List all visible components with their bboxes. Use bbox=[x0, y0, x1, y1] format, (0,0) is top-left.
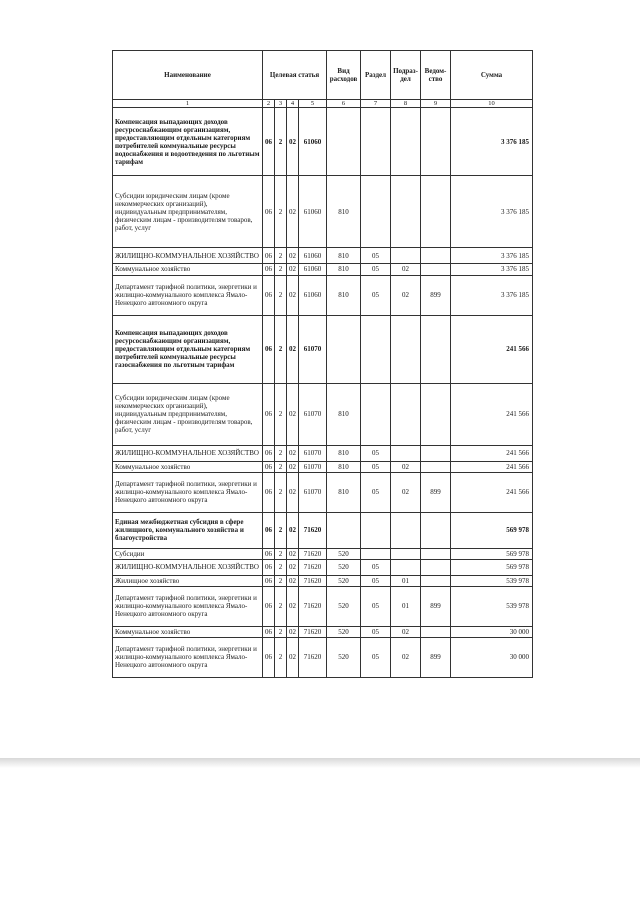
row-target-1: 06 bbox=[263, 548, 275, 559]
row-target-2: 2 bbox=[275, 176, 287, 248]
table-row bbox=[113, 626, 533, 637]
row-expense: 810 bbox=[327, 383, 361, 445]
row-target-3: 02 bbox=[287, 108, 299, 176]
row-sum: 569 978 bbox=[451, 548, 533, 559]
row-target-3: 02 bbox=[287, 275, 299, 315]
row-section: 05 bbox=[361, 559, 391, 575]
row-section: 05 bbox=[361, 637, 391, 677]
row-target-1: 06 bbox=[263, 264, 275, 275]
table-row bbox=[113, 275, 533, 315]
row-name: Департамент тарифной политики, энергетики и жилищно-коммунального комплекса Ямало-Ненецкого автономного округа bbox=[113, 472, 263, 512]
row-target-3: 02 bbox=[287, 626, 299, 637]
row-target-1: 06 bbox=[263, 626, 275, 637]
row-subsection bbox=[391, 108, 421, 176]
row-target-3: 02 bbox=[287, 176, 299, 248]
scan-edge bbox=[0, 758, 640, 768]
row-expense: 520 bbox=[327, 559, 361, 575]
row-section: 05 bbox=[361, 445, 391, 461]
row-section bbox=[361, 512, 391, 548]
row-name: Жилищное хозяйство bbox=[113, 575, 263, 586]
row-name: Компенсация выпадающих доходов ресурсоснабжающим организациям, предоставляющим отдельным категориям потребителей коммунальные ресурсы водоснабжения и водоотведения по льготным тарифам bbox=[113, 108, 263, 176]
row-sum: 241 566 bbox=[451, 445, 533, 461]
row-expense bbox=[327, 108, 361, 176]
row-expense: 810 bbox=[327, 264, 361, 275]
table-row bbox=[113, 176, 533, 248]
row-target-2: 2 bbox=[275, 445, 287, 461]
row-sum: 241 566 bbox=[451, 315, 533, 383]
row-dept: 899 bbox=[421, 275, 451, 315]
table-row bbox=[113, 315, 533, 383]
row-section: 05 bbox=[361, 264, 391, 275]
row-target-3: 02 bbox=[287, 315, 299, 383]
row-target-1: 06 bbox=[263, 275, 275, 315]
row-subsection: 02 bbox=[391, 626, 421, 637]
row-target-4: 61070 bbox=[299, 445, 327, 461]
row-subsection bbox=[391, 248, 421, 264]
row-expense: 520 bbox=[327, 637, 361, 677]
table-row bbox=[113, 512, 533, 548]
row-target-3: 02 bbox=[287, 461, 299, 472]
row-section: 05 bbox=[361, 626, 391, 637]
row-dept bbox=[421, 108, 451, 176]
row-dept: 899 bbox=[421, 586, 451, 626]
row-name: Субсидии юридическим лицам (кроме некоммерческих организаций), индивидуальным предпринимателям, физическим лицам - производителям товаров, работ, услуг bbox=[113, 176, 263, 248]
row-section bbox=[361, 383, 391, 445]
header-subsection: Подраз-дел bbox=[391, 51, 421, 100]
row-expense: 810 bbox=[327, 472, 361, 512]
header-expense: Вид расходов bbox=[327, 51, 361, 100]
row-sum: 3 376 185 bbox=[451, 275, 533, 315]
row-sum: 241 566 bbox=[451, 472, 533, 512]
row-target-3: 02 bbox=[287, 575, 299, 586]
row-target-4: 71620 bbox=[299, 548, 327, 559]
row-dept bbox=[421, 559, 451, 575]
table-body bbox=[113, 108, 533, 677]
row-subsection: 02 bbox=[391, 275, 421, 315]
row-name: Субсидии bbox=[113, 548, 263, 559]
row-target-3: 02 bbox=[287, 472, 299, 512]
table-row bbox=[113, 264, 533, 275]
row-expense bbox=[327, 512, 361, 548]
row-target-4: 71620 bbox=[299, 626, 327, 637]
index-cell: 2 bbox=[263, 100, 275, 108]
row-section bbox=[361, 108, 391, 176]
row-target-3: 02 bbox=[287, 548, 299, 559]
row-target-1: 06 bbox=[263, 575, 275, 586]
row-target-2: 2 bbox=[275, 383, 287, 445]
row-target-2: 2 bbox=[275, 548, 287, 559]
row-expense: 810 bbox=[327, 176, 361, 248]
index-cell: 10 bbox=[451, 100, 533, 108]
row-dept: 899 bbox=[421, 472, 451, 512]
row-sum: 3 376 185 bbox=[451, 176, 533, 248]
row-target-2: 2 bbox=[275, 248, 287, 264]
index-cell: 5 bbox=[299, 100, 327, 108]
index-cell: 1 bbox=[113, 100, 263, 108]
row-name: Субсидии юридическим лицам (кроме некоммерческих организаций), индивидуальным предпринимателям, физическим лицам - производителям товаров, работ, услуг bbox=[113, 383, 263, 445]
row-section: 05 bbox=[361, 575, 391, 586]
row-target-1: 06 bbox=[263, 512, 275, 548]
row-target-4: 71620 bbox=[299, 586, 327, 626]
row-target-4: 71620 bbox=[299, 637, 327, 677]
row-target-2: 2 bbox=[275, 315, 287, 383]
row-dept bbox=[421, 248, 451, 264]
row-target-1: 06 bbox=[263, 461, 275, 472]
row-name: Коммунальное хозяйство bbox=[113, 626, 263, 637]
row-target-4: 61070 bbox=[299, 472, 327, 512]
row-expense: 520 bbox=[327, 548, 361, 559]
row-subsection: 01 bbox=[391, 575, 421, 586]
table-row bbox=[113, 248, 533, 264]
row-target-2: 2 bbox=[275, 275, 287, 315]
row-sum: 3 376 185 bbox=[451, 264, 533, 275]
row-section bbox=[361, 548, 391, 559]
index-cell: 3 bbox=[275, 100, 287, 108]
index-cell: 4 bbox=[287, 100, 299, 108]
row-target-1: 06 bbox=[263, 176, 275, 248]
header-dept: Ведом-ство bbox=[421, 51, 451, 100]
table-row bbox=[113, 108, 533, 176]
budget-table bbox=[112, 50, 533, 678]
row-target-1: 06 bbox=[263, 383, 275, 445]
row-subsection: 02 bbox=[391, 637, 421, 677]
row-subsection bbox=[391, 559, 421, 575]
row-target-2: 2 bbox=[275, 575, 287, 586]
row-name: Департамент тарифной политики, энергетики и жилищно-коммунального комплекса Ямало-Ненецкого автономного округа bbox=[113, 586, 263, 626]
row-name: ЖИЛИЩНО-КОММУНАЛЬНОЕ ХОЗЯЙСТВО bbox=[113, 445, 263, 461]
row-section bbox=[361, 315, 391, 383]
row-target-4: 61060 bbox=[299, 248, 327, 264]
index-cell: 6 bbox=[327, 100, 361, 108]
table-row bbox=[113, 548, 533, 559]
row-target-4: 61060 bbox=[299, 108, 327, 176]
row-expense: 810 bbox=[327, 275, 361, 315]
row-expense: 810 bbox=[327, 248, 361, 264]
row-dept bbox=[421, 461, 451, 472]
row-section: 05 bbox=[361, 275, 391, 315]
row-section: 05 bbox=[361, 586, 391, 626]
row-target-4: 61070 bbox=[299, 315, 327, 383]
row-target-4: 71620 bbox=[299, 512, 327, 548]
row-subsection: 02 bbox=[391, 264, 421, 275]
row-target-3: 02 bbox=[287, 383, 299, 445]
table-row bbox=[113, 472, 533, 512]
row-sum: 241 566 bbox=[451, 383, 533, 445]
table-row bbox=[113, 559, 533, 575]
index-cell: 9 bbox=[421, 100, 451, 108]
row-target-3: 02 bbox=[287, 248, 299, 264]
row-target-3: 02 bbox=[287, 559, 299, 575]
row-target-3: 02 bbox=[287, 637, 299, 677]
header-row bbox=[113, 51, 533, 100]
index-cell: 8 bbox=[391, 100, 421, 108]
row-expense: 810 bbox=[327, 445, 361, 461]
row-target-2: 2 bbox=[275, 108, 287, 176]
row-dept bbox=[421, 548, 451, 559]
row-subsection bbox=[391, 548, 421, 559]
row-name: Компенсация выпадающих доходов ресурсоснабжающим организациям, предоставляющим отдельным категориям потребителей коммунальные ресурсы газоснабжения по льготным тарифам bbox=[113, 315, 263, 383]
row-target-4: 61060 bbox=[299, 176, 327, 248]
row-dept bbox=[421, 575, 451, 586]
row-dept bbox=[421, 626, 451, 637]
row-section bbox=[361, 176, 391, 248]
row-target-3: 02 bbox=[287, 264, 299, 275]
row-sum: 569 978 bbox=[451, 512, 533, 548]
header-section: Раздел bbox=[361, 51, 391, 100]
row-sum: 30 000 bbox=[451, 626, 533, 637]
row-dept bbox=[421, 315, 451, 383]
row-target-1: 06 bbox=[263, 108, 275, 176]
row-name: ЖИЛИЩНО-КОММУНАЛЬНОЕ ХОЗЯЙСТВО bbox=[113, 559, 263, 575]
row-section: 05 bbox=[361, 248, 391, 264]
row-sum: 241 566 bbox=[451, 461, 533, 472]
row-name: Департамент тарифной политики, энергетики и жилищно-коммунального комплекса Ямало-Ненецкого автономного округа bbox=[113, 637, 263, 677]
row-expense: 520 bbox=[327, 575, 361, 586]
row-target-4: 61060 bbox=[299, 275, 327, 315]
row-name: Коммунальное хозяйство bbox=[113, 264, 263, 275]
row-target-2: 2 bbox=[275, 559, 287, 575]
row-target-4: 61060 bbox=[299, 264, 327, 275]
row-target-4: 71620 bbox=[299, 575, 327, 586]
table-row bbox=[113, 461, 533, 472]
row-target-4: 61070 bbox=[299, 461, 327, 472]
row-target-3: 02 bbox=[287, 512, 299, 548]
table-row bbox=[113, 586, 533, 626]
row-target-2: 2 bbox=[275, 637, 287, 677]
row-sum: 3 376 185 bbox=[451, 108, 533, 176]
header-target: Целевая статья bbox=[263, 51, 327, 100]
table-row bbox=[113, 445, 533, 461]
row-sum: 539 978 bbox=[451, 586, 533, 626]
row-sum: 539 978 bbox=[451, 575, 533, 586]
row-expense: 520 bbox=[327, 626, 361, 637]
index-cell: 7 bbox=[361, 100, 391, 108]
row-target-3: 02 bbox=[287, 586, 299, 626]
row-name: Коммунальное хозяйство bbox=[113, 461, 263, 472]
header-name: Наименование bbox=[113, 51, 263, 100]
row-name: Департамент тарифной политики, энергетики и жилищно-коммунального комплекса Ямало-Ненецкого автономного округа bbox=[113, 275, 263, 315]
row-target-2: 2 bbox=[275, 461, 287, 472]
row-section: 05 bbox=[361, 461, 391, 472]
row-target-2: 2 bbox=[275, 512, 287, 548]
row-sum: 569 978 bbox=[451, 559, 533, 575]
row-target-4: 61070 bbox=[299, 383, 327, 445]
row-subsection bbox=[391, 176, 421, 248]
row-sum: 3 376 185 bbox=[451, 248, 533, 264]
row-target-1: 06 bbox=[263, 315, 275, 383]
row-subsection bbox=[391, 512, 421, 548]
row-subsection: 02 bbox=[391, 461, 421, 472]
row-target-4: 71620 bbox=[299, 559, 327, 575]
row-subsection bbox=[391, 445, 421, 461]
row-expense bbox=[327, 315, 361, 383]
row-target-1: 06 bbox=[263, 445, 275, 461]
row-target-1: 06 bbox=[263, 472, 275, 512]
row-dept bbox=[421, 383, 451, 445]
index-row bbox=[113, 100, 533, 108]
row-target-1: 06 bbox=[263, 586, 275, 626]
row-subsection bbox=[391, 315, 421, 383]
row-target-2: 2 bbox=[275, 472, 287, 512]
row-name: ЖИЛИЩНО-КОММУНАЛЬНОЕ ХОЗЯЙСТВО bbox=[113, 248, 263, 264]
row-subsection: 01 bbox=[391, 586, 421, 626]
table-row bbox=[113, 637, 533, 677]
row-dept: 899 bbox=[421, 637, 451, 677]
row-target-1: 06 bbox=[263, 248, 275, 264]
row-dept bbox=[421, 264, 451, 275]
table-row bbox=[113, 383, 533, 445]
row-subsection: 02 bbox=[391, 472, 421, 512]
row-dept bbox=[421, 445, 451, 461]
row-name: Единая межбюджетная субсидия в сфере жилищного, коммунального хозяйства и благоустройства bbox=[113, 512, 263, 548]
header-sum: Сумма bbox=[451, 51, 533, 100]
row-section: 05 bbox=[361, 472, 391, 512]
row-target-2: 2 bbox=[275, 586, 287, 626]
row-expense: 520 bbox=[327, 586, 361, 626]
row-target-1: 06 bbox=[263, 559, 275, 575]
row-target-2: 2 bbox=[275, 626, 287, 637]
row-sum: 30 000 bbox=[451, 637, 533, 677]
row-target-3: 02 bbox=[287, 445, 299, 461]
table-row bbox=[113, 575, 533, 586]
row-dept bbox=[421, 512, 451, 548]
row-subsection bbox=[391, 383, 421, 445]
row-target-2: 2 bbox=[275, 264, 287, 275]
row-dept bbox=[421, 176, 451, 248]
row-target-1: 06 bbox=[263, 637, 275, 677]
row-expense: 810 bbox=[327, 461, 361, 472]
